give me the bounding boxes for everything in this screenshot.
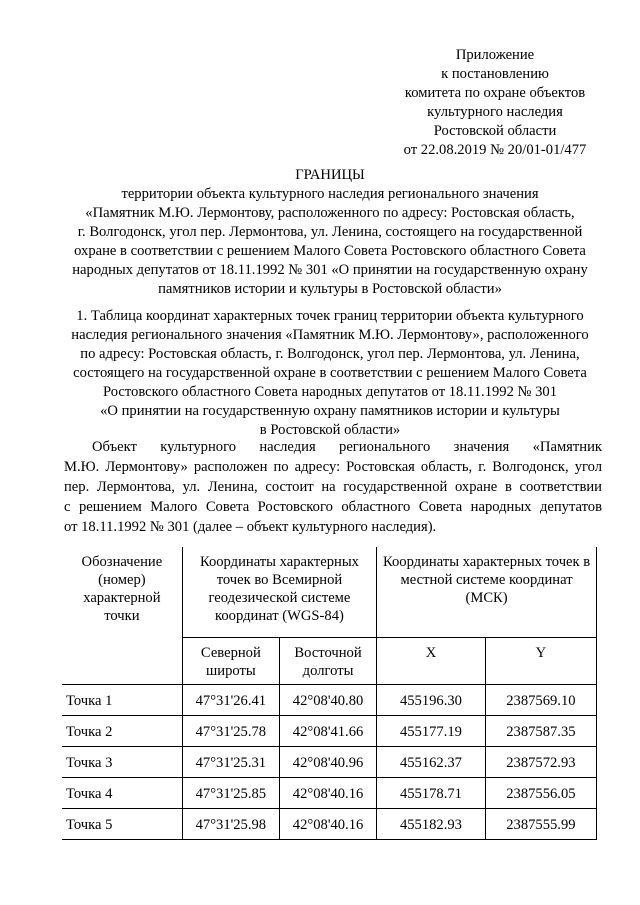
- section-heading: [40, 307, 620, 440]
- table-row: [62, 716, 597, 747]
- cell-x: 455196.30: [377, 685, 486, 716]
- approval-line: культурного наследия: [427, 104, 563, 120]
- header-point-designation: Обозначение (номер) характерной точки: [62, 547, 182, 685]
- table-row: [62, 747, 597, 778]
- cell-point-name: Точка 5: [62, 809, 182, 840]
- cell-point-name: Точка 4: [62, 778, 182, 809]
- paragraph-line: Объект культурного наследия регионального значения «Памятник: [92, 439, 602, 455]
- cell-point-name: Точка 2: [62, 716, 182, 747]
- header-wgs84: Координаты характерных точек во Всемирной геодезической системе координат (WGS-84): [182, 547, 376, 638]
- title-line: г. Волгодонск, угол пер. Лермонтова, ул. Ленина, состоящего на государственной: [77, 224, 583, 240]
- paragraph-line: от 18.11.1992 № 301 (далее – объект культурного наследия).: [64, 519, 437, 535]
- cell-east: 42°08'40.16: [279, 778, 376, 809]
- table-row: [62, 778, 597, 809]
- cell-y: 2387587.35: [485, 716, 596, 747]
- cell-east: 42°08'40.80: [279, 685, 376, 716]
- approval-line: от 22.08.2019 № 20/01-01/477: [403, 142, 587, 158]
- cell-north: 47°31'25.85: [182, 778, 279, 809]
- section-line: Ростовского областного Совета народных депутатов от 18.11.1992 № 301: [102, 384, 557, 400]
- title-line: территории объекта культурного наследия регионального значения: [121, 186, 539, 202]
- title-line: охране в соответствии с решением Малого Совета Ростовского областного Совета: [74, 243, 586, 259]
- section-line: «О принятии на государственную охрану памятников истории и культуры: [100, 403, 560, 419]
- cell-y: 2387569.10: [485, 685, 596, 716]
- title-line: народных депутатов от 18.11.1992 № 301 «О принятии на государственную охрану: [72, 262, 588, 278]
- cell-x: 455177.19: [377, 716, 486, 747]
- cell-north: 47°31'25.78: [182, 716, 279, 747]
- section-line: в Ростовской области»: [259, 422, 401, 438]
- title-line: памятников истории и культуры в Ростовской области»: [158, 281, 502, 297]
- section-line: состоящего на государственной охране в соответствии с решением Малого Совета: [73, 365, 587, 381]
- paragraph-line: пер. Лермонтова, ул. Ленина, состоит на государственной охране в соответствии: [64, 479, 602, 495]
- approval-line: Приложение: [455, 47, 535, 63]
- cell-x: 455178.71: [377, 778, 486, 809]
- body-paragraph: [64, 437, 602, 537]
- header-msk: Координаты характерных точек в местной системе координат (МСК): [377, 547, 597, 638]
- cell-y: 2387556.05: [485, 778, 596, 809]
- cell-y: 2387555.99: [485, 809, 596, 840]
- section-line: 1. Таблица координат характерных точек границ территории объекта культурного: [76, 308, 584, 324]
- cell-x: 455162.37: [377, 747, 486, 778]
- cell-point-name: Точка 1: [62, 685, 182, 716]
- cell-x: 455182.93: [377, 809, 486, 840]
- cell-north: 47°31'25.98: [182, 809, 279, 840]
- subheader-x: X: [377, 638, 486, 685]
- cell-y: 2387572.93: [485, 747, 596, 778]
- table-header-row: [62, 547, 597, 638]
- cell-east: 42°08'41.66: [279, 716, 376, 747]
- table-row: [62, 809, 597, 840]
- cell-point-name: Точка 3: [62, 747, 182, 778]
- coordinates-table: [62, 547, 597, 840]
- paragraph-line: М.Ю. Лермонтову» расположен по адресу: Ростовская область, г. Волгодонск, угол: [64, 459, 602, 475]
- approval-line: Ростовской области: [433, 123, 557, 139]
- section-line: наследия регионального значения «Памятник М.Ю. Лермонтову», расположенного: [71, 327, 589, 343]
- cell-east: 42°08'40.96: [279, 747, 376, 778]
- approval-block: [380, 46, 610, 160]
- section-line: по адресу: Ростовская область, г. Волгодонск, угол пер. Лермонтова, ул. Ленина,: [80, 346, 580, 362]
- document-title: [40, 166, 620, 299]
- subheader-north: Северной широты: [182, 638, 279, 685]
- subheader-east: Восточной долготы: [279, 638, 376, 685]
- approval-line: к постановлению: [441, 66, 549, 82]
- title-heading: ГРАНИЦЫ: [295, 167, 365, 183]
- paragraph-line: с решением Малого Совета Ростовского областного Совета народных депутатов: [64, 499, 602, 515]
- cell-north: 47°31'26.41: [182, 685, 279, 716]
- title-line: «Памятник М.Ю. Лермонтову, расположенного по адресу: Ростовская область,: [85, 205, 575, 221]
- table-row: [62, 685, 597, 716]
- subheader-y: Y: [485, 638, 596, 685]
- cell-north: 47°31'25.31: [182, 747, 279, 778]
- approval-line: комитета по охране объектов: [404, 85, 586, 101]
- cell-east: 42°08'40.16: [279, 809, 376, 840]
